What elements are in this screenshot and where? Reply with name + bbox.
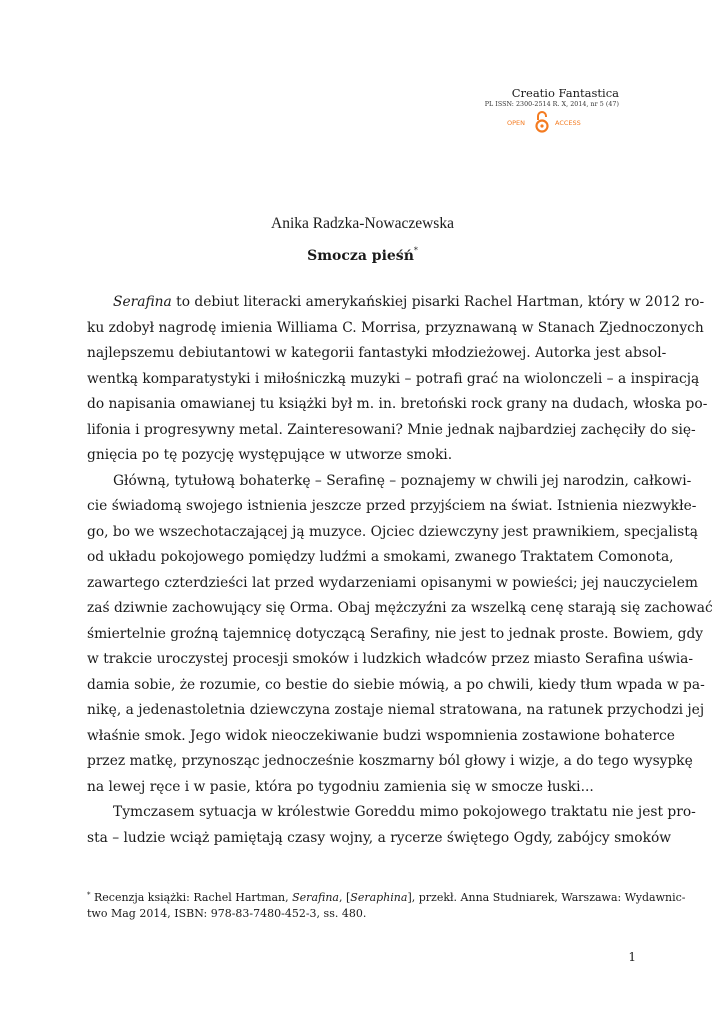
text-line: ku zdobył nagrodę imienia Williama C. Morrisa, przyznawaną w Stanach Zjednoczonych [87,319,704,336]
article-title-text: Smocza pieśń [307,248,414,264]
open-access-open-label: OPEN [507,119,526,127]
text-line [87,290,705,316]
book-title-italic: Serafina [113,294,172,310]
text-line: na lewej ręce i w pasie, która po tygodniu zamienia się w smocze łuski... [87,778,594,795]
footnote-text: Recenzja książki: Rachel Hartman, [90,891,293,904]
text-line: Główną, tytułową bohaterkę – Serafinę – poznajemy w chwili jej narodzin, całkowi- [113,472,692,489]
footnote-line [87,886,686,905]
open-access-lock-icon [534,111,550,133]
footnote-italic: Serafina [292,891,339,904]
text-line: właśnie smok. Jego widok nieoczekiwanie budzi wspomnienia zostawione bohaterce [87,727,675,744]
text-line: wentką komparatystyki i miłośniczką muzyki – potrafi grać na wiolonczeli – a inspiracją [87,370,700,387]
journal-header [399,86,619,127]
page-number: 1 [628,950,636,964]
text-line: damia sobie, że rozumie, co bestie do siebie mówią, a po chwili, kiedy tłum wpada w pa- [87,676,705,693]
text-line: zaś dziwnie zachowujący się Orma. Obaj mężczyźni za wszelką cenę starają się zachować [87,600,713,616]
journal-name: Creatio Fantastica [511,86,619,100]
footnote-marker: * [413,246,418,255]
footnote-mark: * [87,891,91,899]
text-line: w trakcie uroczystej procesji smoków i ludzkich władców przez miasto Serafina uświa- [87,651,694,667]
text-line: najlepszemu debiutantowi w kategorii fantastyki młodzieżowej. Autorka jest absol- [87,345,667,361]
article-body [87,290,713,851]
text-line: przez matkę, przynosząc jednocześnie koszmarny ból głowy i wizje, a do tego wysypkę [87,753,693,769]
text-line: Tymczasem sytuacja w królestwie Goreddu mimo pokojowego traktatu nie jest pro- [113,804,696,820]
open-access-logo [507,111,607,133]
article-author: Anika Radzka-Nowaczewska [271,215,454,232]
footnote-text: , [ [338,891,351,904]
text-line: śmiertelnie groźną tajemnicę dotyczącą Serafiny, nie jest to jednak proste. Bowiem, gdy [87,625,704,642]
article-title [0,246,725,264]
journal-issn: PL ISSN: 2300-2514 R. X, 2014, nr 5 (47) [484,101,619,108]
text-line: do napisania omawianej tu książki był m. in. bretoński rock grany na dudach, włoska po- [87,396,708,412]
text-span: to debiut literacki amerykańskiej pisarki Rachel Hartman, który w 2012 ro- [171,294,705,310]
footnote-italic: Seraphina [350,891,408,904]
text-line: sta – ludzie wciąż pamiętają czasy wojny, a rycerze świętego Ogdy, zabójcy smoków [87,829,672,846]
open-access-access-label: ACCESS [555,119,581,127]
text-line: cie świadomą swojego istnienia jeszcze przed przyjściem na świat. Istnienia niezwykłe- [87,498,697,514]
footnote-text: ], przekł. Anna Studniarek, Warszawa: Wydawnic- [407,891,686,904]
text-line: lifonia i progresywny metal. Zainteresowani? Mnie jednak najbardziej zachęciły do się- [87,421,696,438]
footnote-line: two Mag 2014, ISBN: 978-83-7480-452-3, ss. 480. [87,906,367,920]
text-line: od układu pokojowego pomiędzy ludźmi a smokami, zwanego Traktatem Comonota, [87,549,674,565]
text-line: go, bo we wszechotaczającej ją muzyce. Ojciec dziewczyny jest prawnikiem, specjalistą [87,523,699,540]
text-line: nikę, a jedenastoletnia dziewczyna zostaje niemal stratowana, na ratunek przychodzi jej [87,702,705,718]
text-line: gnięcia po tę pozycję występujące w utworze smoki. [87,447,453,463]
footnote [87,886,686,923]
text-line: zawartego czterdzieści lat przed wydarzeniami opisanymi w powieści; jej nauczycielem [87,574,698,591]
